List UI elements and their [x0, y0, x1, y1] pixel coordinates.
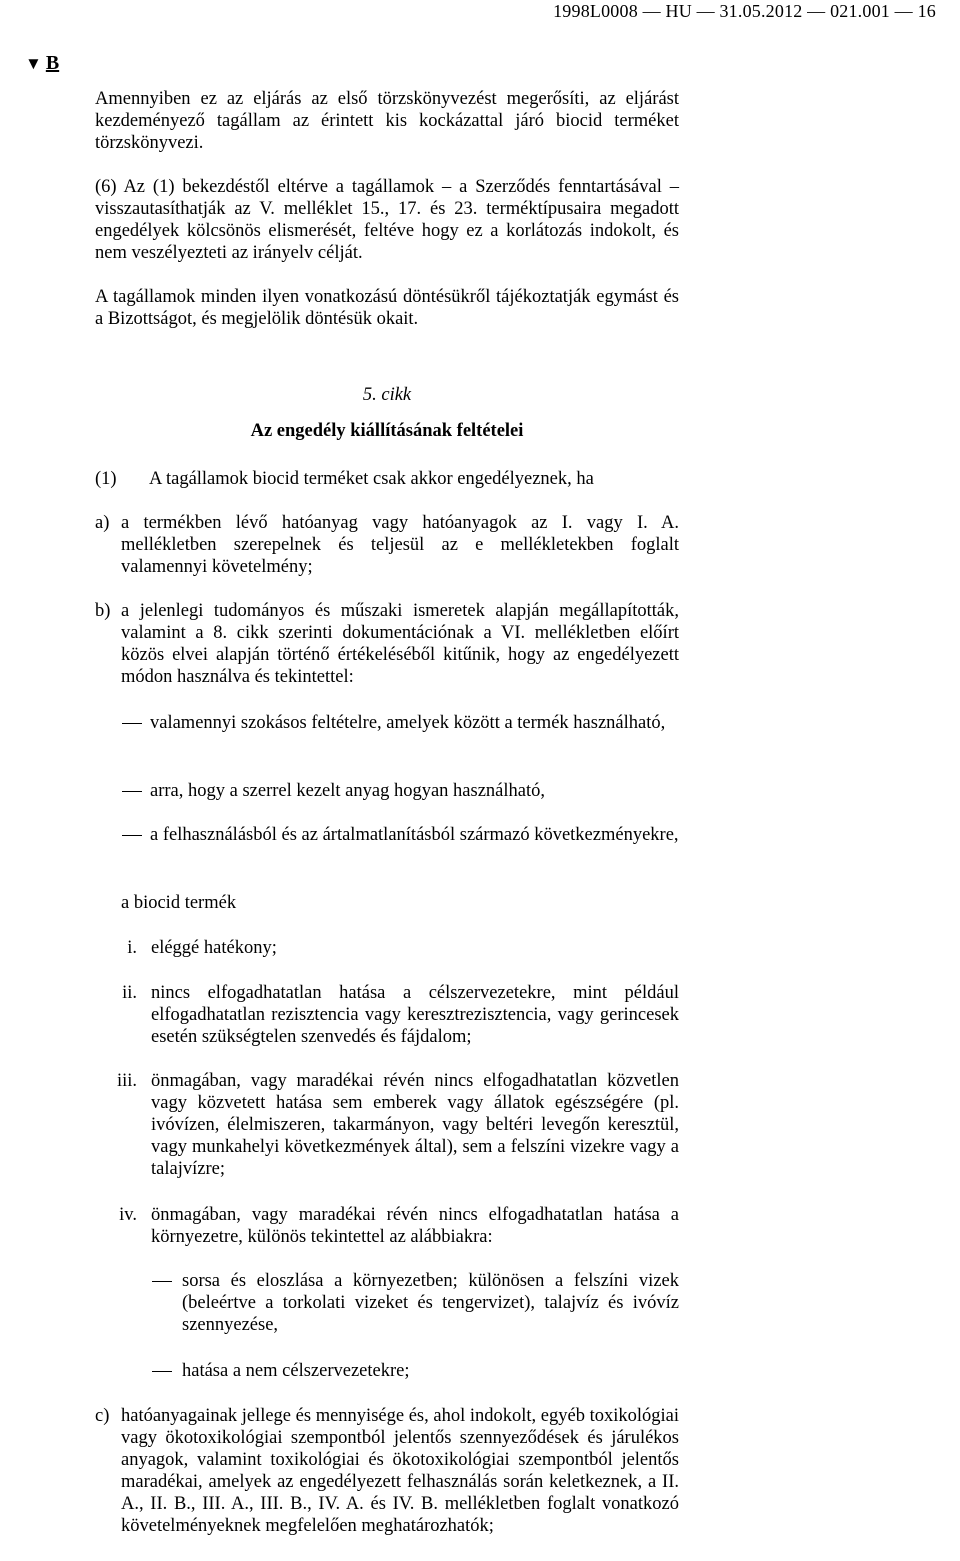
document-header: 1998L0008 — HU — 31.05.2012 — 021.001 — 16 — [553, 1, 936, 21]
marker-label: B — [45, 52, 60, 74]
point-c-text: hatóanyagainak jellege és mennyisége és, ahol indokolt, egyéb toxikológiai vagy ökotoxikológiai szempontból jelentős szennyeződések és járulékos anyagok, valamint toxikológiai és ökotoxikológiai szempontból jelentős maradékai, amelyek az engedélyezett felhasználás során keletkeznek, a II. A., II. B., III. A., III. B., IV. A. és IV. B. mellékletben foglalt vonatkozó követelményeknek megfelelően meghatározhatók; — [121, 1406, 679, 1536]
point-b-label: b) — [95, 601, 111, 621]
roman-item — [95, 1070, 679, 1180]
b-tail: a biocid termék — [121, 893, 237, 913]
paragraph-1-label: (1) — [95, 469, 117, 489]
em-dash-icon — [122, 723, 142, 724]
b-dash-item — [122, 712, 679, 756]
amendment-marker — [25, 52, 59, 75]
article-number: 5. cikk — [362, 385, 412, 405]
roman-label-ii: ii. — [122, 983, 137, 1003]
roman-text-ii: nincs elfogadhatatlan hatása a célszervezetekre, mint például elfogadhatatlan rezisztencia vagy keresztrezisztencia, vagy gerincesek esetén szükségtelen szenvedés és fájdalom; — [151, 983, 679, 1047]
em-dash-icon — [122, 791, 142, 792]
point-a-text: a termékben lévő hatóanyag vagy hatóanyagok az I. vagy I. A. mellékletben szerepelnek és teljesül az e mellékletekben foglalt valamennyi követelmény; — [121, 513, 679, 577]
paragraph-1-text: A tagállamok biocid terméket csak akkor engedélyeznek, ha — [149, 469, 594, 489]
iv-dash-item — [152, 1360, 679, 1382]
intro-paragraph-1: Amennyiben ez az eljárás az első törzskönyvezést megerősíti, az eljárást kezdeményező tagállam az érintett kis kockázattal járó biocid terméket törzskönyvezi. — [95, 89, 679, 153]
point-a — [95, 512, 679, 578]
b-dash-text-3: a felhasználásból és az ártalmatlanításból származó következményekre, — [150, 825, 679, 845]
point-c-label: c) — [95, 1406, 110, 1426]
roman-item — [95, 982, 679, 1048]
b-dash-text-2: arra, hogy a szerrel kezelt anyag hogyan használható, — [150, 781, 545, 801]
roman-label-iv: iv. — [119, 1205, 137, 1225]
roman-label-i: i. — [127, 938, 137, 958]
b-dash-item — [122, 824, 679, 868]
em-dash-icon — [122, 835, 142, 836]
roman-item — [95, 1204, 679, 1248]
roman-text-iii: önmagában, vagy maradékai révén nincs elfogadhatatlan közvetlen vagy közvetett hatása sem emberek vagy állatok egészségére (pl. ivóvízen, élelmiszeren, takarmányon, vagy beltéri levegőn keresztül, vagy munkahelyi következmények által), sem a felszíni vizekre vagy a talajvízre; — [151, 1071, 679, 1179]
intro-paragraph-2: (6) Az (1) bekezdéstől eltérve a tagállamok – a Szerződés fenntartásával – visszautasíthatják az V. melléklet 15., 17. és 23. terméktípusaira megadott engedélyek kölcsönös elismerését, feltéve hogy ez a korlátozás indokolt, és nem veszélyezteti az irányelv célját. — [95, 177, 679, 263]
paragraph-1 — [95, 468, 679, 492]
point-a-label: a) — [95, 513, 110, 533]
point-b-text: a jelenlegi tudományos és műszaki ismeretek alapján megállapították, valamint a 8. cikk szerinti dokumentációnak a VI. mellékletben előírt közös elvei alapján történő értékeléséből kitűnik, hogy az engedélyezett módon használva és tekintettel: — [121, 601, 679, 687]
em-dash-icon — [152, 1371, 172, 1372]
point-c — [95, 1405, 679, 1559]
em-dash-icon — [152, 1281, 172, 1282]
roman-label-iii: iii. — [116, 1071, 137, 1091]
point-b — [95, 600, 679, 688]
b-dash-text-1: valamennyi szokásos feltételre, amelyek között a termék használható, — [150, 713, 666, 733]
triangle-down-icon: ▼ — [25, 54, 42, 73]
roman-text-i: eléggé hatékony; — [151, 938, 277, 958]
iv-dash-text-1: sorsa és eloszlása a környezetben; különösen a felszíni vizek (beleértve a torkolati vizeket és tengervizet), talajvíz és ivóvíz szennyezése, — [182, 1271, 679, 1335]
intro-paragraph-3: A tagállamok minden ilyen vonatkozású döntésükről tájékoztatják egymást és a Bizottságot, és megjelölik döntésük okait. — [95, 287, 679, 329]
iv-dash-text-2: hatása a nem célszervezetekre; — [182, 1361, 410, 1381]
roman-item — [95, 937, 679, 959]
roman-text-iv: önmagában, vagy maradékai révén nincs elfogadhatatlan hatása a környezetre, különös tekintettel az alábbiakra: — [151, 1205, 679, 1247]
b-dash-item — [122, 780, 679, 802]
iv-dash-item — [152, 1270, 679, 1336]
article-title: Az engedély kiállításának feltételei — [250, 421, 524, 441]
